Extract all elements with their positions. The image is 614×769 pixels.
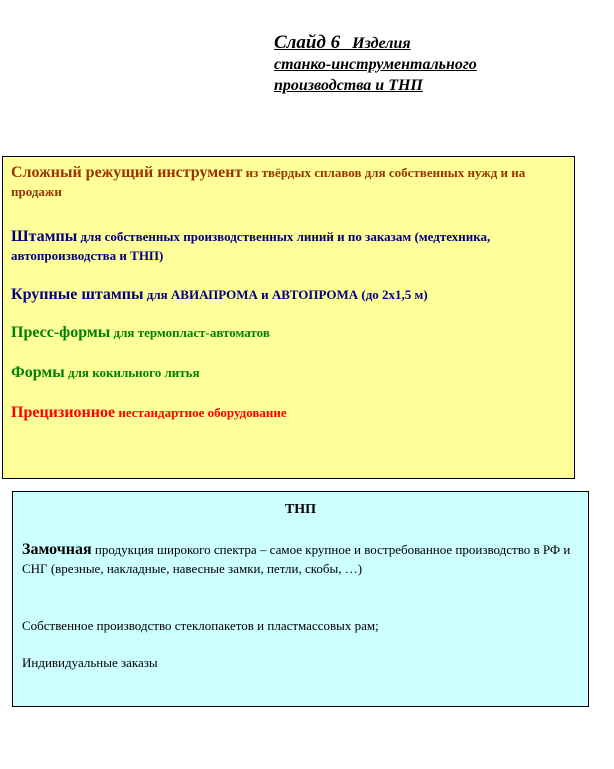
product-lead: Пресс-формы [11, 324, 111, 341]
tnp-item-locks [22, 540, 580, 578]
slide-number: Слайд 6 [274, 32, 341, 53]
tnp-lead: Замочная [22, 541, 92, 558]
product-item-casting-molds [11, 363, 562, 382]
product-item-large-stamps [11, 285, 562, 304]
slide-title-line3: производства и ТНП [274, 77, 423, 94]
slide-title-word: Изделия [352, 35, 411, 52]
tnp-text: Индивидуальные заказы [22, 655, 158, 670]
product-text: для АВИАПРОМА и АВТОПРОМА (до 2х1,5 м) [143, 287, 428, 302]
product-lead: Сложный режущий инструмент [11, 164, 243, 181]
product-lead: Формы [11, 364, 65, 381]
slide-title-line1 [274, 32, 594, 54]
tnp-heading: ТНП [284, 502, 317, 517]
slide-title-line2: станко-инструментального [274, 56, 477, 73]
tnp-box [12, 491, 589, 707]
product-text: для собственных производственных линий и по заказам (медтехника, автопроизводства и ТНП) [11, 229, 491, 263]
product-item-press-molds [11, 323, 562, 342]
product-lead: Прецизионное [11, 404, 116, 421]
tnp-text: продукция широкого спектра – самое крупное и востребованное производство в РФ и СНГ (врезные, накладные, навесные замки, петли, скобы, …) [22, 542, 571, 576]
product-text: нестандартное оборудование [115, 405, 287, 420]
product-item-stamps [11, 227, 562, 265]
product-item-precision [11, 403, 562, 422]
product-text: для термопласт-автоматов [110, 325, 270, 340]
slide-title [274, 32, 594, 96]
product-text: для кокильного литья [64, 365, 200, 380]
tnp-text: Собственное производство стеклопакетов и пластмассовых рам; [22, 618, 379, 633]
products-box [2, 156, 575, 479]
product-lead: Крупные штампы [11, 286, 144, 303]
tnp-item-custom-orders [22, 653, 580, 672]
product-lead: Штампы [11, 228, 78, 245]
product-text: из твёрдых сплавов для собственных нужд и на продажи [11, 165, 526, 199]
tnp-item-windows [22, 616, 580, 635]
product-item-cutting-tool [11, 163, 562, 201]
